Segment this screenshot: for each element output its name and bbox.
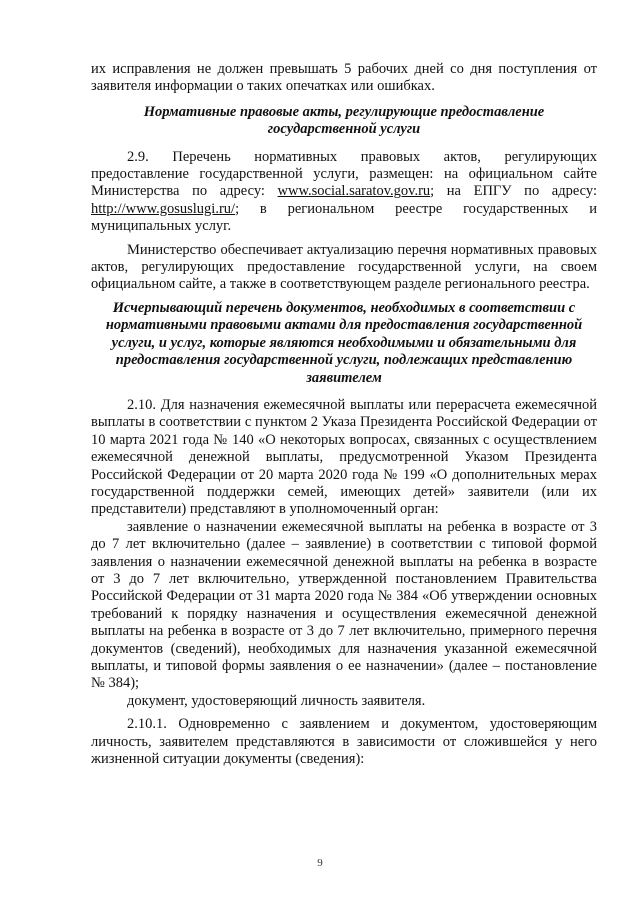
intro-paragraph: их исправления не должен превышать 5 рабочих дней со дня поступления от заявителя информации о таких опечатках или ошибках. <box>91 61 597 95</box>
paragraph-2-9 <box>91 149 597 236</box>
paragraph-ministry: Министерство обеспечивает актуализацию перечня нормативных правовых актов, регулирующих предоставление государственной услуги, на своем официальном сайте, а также в соответствующем разделе регионального реестра. <box>91 241 597 293</box>
heading-documents-list: Исчерпывающий перечень документов, необходимых в соответствии с нормативными правовыми актами для предоставления государственной услуги, и услуг, которые являются необходимыми и обязательными для предоставления государственной услуги, подлежащих представлению заявителем <box>105 299 583 386</box>
paragraph-2-10-1: 2.10.1. Одновременно с заявлением и документом, удостоверяющим личность, заявителем представляются в зависимости от сложившейся у него жизненной ситуации документы (сведения): <box>91 716 597 768</box>
paragraph-2-10: 2.10. Для назначения ежемесячной выплаты или перерасчета ежемесячной выплаты в соответствии с пунктом 2 Указа Президента Российской Федерации от 10 марта 2021 года № 140 «О некоторых вопросах, связанных с осуществлением ежемесячной денежной выплаты, предусмотренной Указом Президента Российской Федерации от 20 марта 2020 года № 199 «О дополнительных мерах государственной поддержки семей, имеющих детей» заявители (или их представители) представляют в уполномоченный орган: <box>91 396 597 518</box>
paragraph-2-9-text-b: ; на ЕПГУ по адресу: <box>430 183 597 200</box>
paragraph-2-9-text-c: ; в региональном реестре государственных и муниципальных услуг. <box>91 200 597 235</box>
text-column <box>91 61 597 768</box>
paragraph-application: заявление о назначении ежемесячной выплаты на ребенка в возрасте от 3 до 7 лет включительно (далее – заявление) в соответствии с типовой формой заявления о назначении ежемесячной денежной выплаты на ребенка в возрасте от 3 до 7 лет включительно, утвержденной постановлением Правительства Российской Федерации от 31 марта 2020 года № 384 «Об утверждении основных требований к порядку назначения и осуществления ежемесячной денежной выплаты на ребенка в возрасте от 3 до 7 лет включительно, примерного перечня документов (сведений), необходимых для назначения указанной ежемесячной выплаты, и типовой формы заявления о ее назначении» (далее – постановление № 384); <box>91 518 597 692</box>
gosuslugi-link[interactable]: http://www.gosuslugi.ru/ <box>91 200 236 217</box>
paragraph-2-9-text-a: 2.9. Перечень нормативных правовых актов, регулирующих предоставление государственной услуги, размещен: на официальном сайте Министерства по адресу: <box>91 148 597 200</box>
page-number: 9 <box>317 857 323 869</box>
paragraph-identity-document: документ, удостоверяющий личность заявителя. <box>127 692 426 709</box>
ministry-site-link[interactable]: www.social.saratov.gov.ru <box>277 183 431 200</box>
heading-normative-acts: Нормативные правовые акты, регулирующие предоставление государственной услуги <box>143 103 545 138</box>
